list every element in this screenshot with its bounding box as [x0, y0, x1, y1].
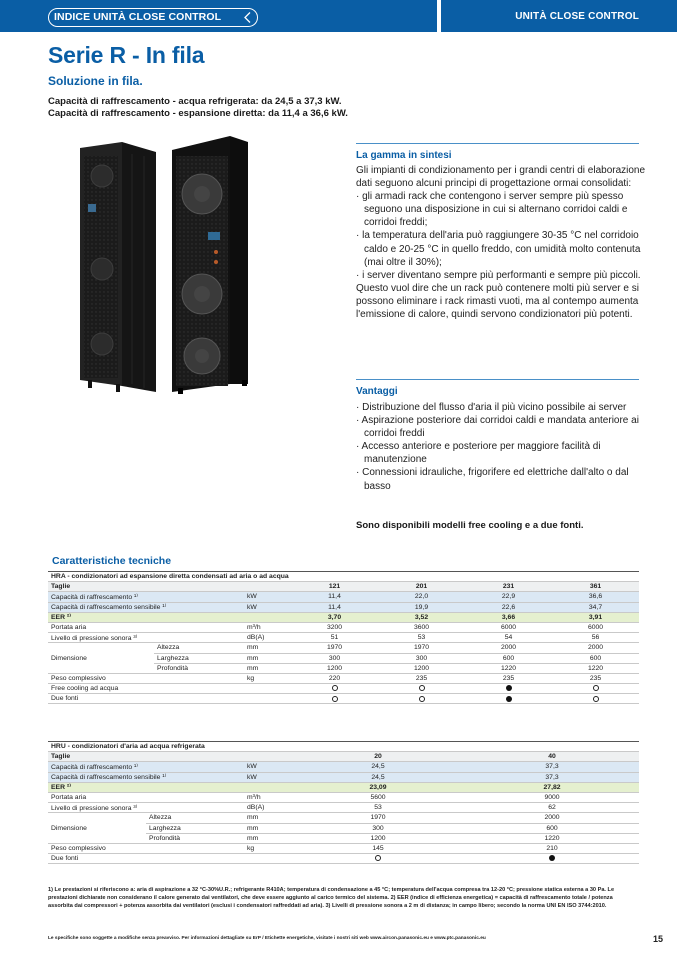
row-unit: m³/h [247, 794, 261, 802]
cell-value: 300 [372, 824, 384, 832]
cell-value: 34,7 [552, 602, 639, 612]
cell-value: 3600 [413, 624, 430, 632]
cell-value: 6000 [587, 624, 604, 632]
model-header: 40 [465, 752, 639, 762]
cell-value: 1970 [326, 644, 343, 652]
product-image [78, 134, 328, 396]
vantaggi-bullet: · Accesso anteriore e posteriore per maggiore facilità di manutenzione [356, 441, 601, 466]
cell-value: 220 [328, 674, 341, 682]
row-label: Capacità di raffrescamento sensibile ¹⁾ [48, 772, 244, 782]
cell-value: 1970 [413, 644, 430, 652]
cell-value: 3,66 [465, 612, 552, 622]
hru-title: HRU - condizionatori d'aria ad acqua refrigerata [48, 742, 639, 752]
cell-value: 2000 [544, 814, 560, 822]
cell-value: 1220 [544, 834, 560, 842]
option-available-icon [332, 685, 338, 691]
index-link[interactable] [48, 8, 258, 27]
gamma-bullet: · gli armadi rack che contengono i server sempre più spesso seguono una disposizione in cui si alternano corridoi caldi e corridoi freddi; [356, 191, 628, 229]
cell-value: 53 [374, 804, 382, 812]
row-label: Peso complessivo [51, 674, 106, 682]
section-divider [356, 379, 639, 380]
vantaggi-list [356, 401, 646, 493]
model-header: 20 [291, 752, 465, 762]
cell-value: 54 [504, 634, 513, 642]
cell-value: 1200 [326, 664, 343, 672]
row-unit: mm [247, 824, 259, 832]
table-row [48, 633, 639, 643]
option-available-icon [593, 685, 599, 691]
vantaggi-heading: Vantaggi [356, 386, 398, 397]
row-unit: kg [247, 674, 255, 682]
row-label: Portata aria [51, 794, 87, 802]
table-row [48, 803, 639, 813]
cell-value: 300 [328, 654, 341, 662]
taglie-label: Taglie [48, 752, 291, 762]
vantaggi-bullet: · Distribuzione del flusso d'aria il più vicino possibile ai server [356, 402, 627, 413]
row-label: Livello di pressione sonora ³⁾ [51, 804, 138, 812]
table-row [48, 612, 639, 622]
cell-value: 22,6 [465, 602, 552, 612]
index-link-label: INDICE UNITÀ CLOSE CONTROL [54, 11, 222, 23]
gamma-outro: Questo vuol dire che un rack può contenere molti più server e si possono eliminare i rack rimasti vuoti, ma al contempo aumenta l'emissione di calore, quindi servono condizionatori più potenti. [356, 282, 639, 321]
row-label: Larghezza [157, 654, 189, 662]
cell-value: 145 [372, 844, 384, 852]
cell-value: 19,9 [378, 602, 465, 612]
row-unit: mm [247, 644, 259, 652]
option-available-icon [375, 855, 381, 861]
row-label: Capacità di raffrescamento ¹⁾ [48, 762, 244, 772]
cell-value: 5600 [370, 794, 386, 802]
table-row [48, 813, 639, 823]
row-label: Peso complessivo [51, 844, 106, 852]
vantaggi-bullet: · Aspirazione posteriore dai corridoi caldi e mandata anteriore ai corridoi freddi [356, 415, 639, 440]
row-label: Capacità di raffrescamento ¹⁾ [48, 592, 244, 602]
cell-value: 3200 [326, 624, 343, 632]
cell-value: 1200 [413, 664, 430, 672]
row-label: Livello di pressione sonora ³⁾ [51, 634, 138, 642]
availability-note: Sono disponibili modelli free cooling e a due fonti. [356, 520, 584, 531]
row-unit: kW [244, 602, 291, 612]
table-row [48, 673, 639, 683]
cell-value: 600 [502, 654, 515, 662]
row-label: EER ²⁾ [48, 782, 244, 792]
row-label: Altezza [157, 644, 180, 652]
section-label: UNITÀ CLOSE CONTROL [515, 11, 639, 22]
row-unit [244, 612, 291, 622]
cell-value: 235 [502, 674, 515, 682]
chevron-left-icon [243, 12, 252, 23]
option-available-icon [419, 696, 425, 702]
table-row [48, 602, 639, 612]
row-unit: dB(A) [247, 804, 265, 812]
row-unit: m³/h [247, 624, 261, 632]
cell-value: 235 [415, 674, 428, 682]
cell-value: 37,3 [465, 772, 639, 782]
row-label: Due fonti [51, 855, 79, 863]
cell-value: 22,0 [378, 592, 465, 602]
row-label: Altezza [149, 814, 172, 822]
gamma-bullet: · la temperatura dell'aria può raggiungere 30-35 °C nel corridoio caldo e 20-25 °C in quello freddo, con umidità molto contenuta (mai oltre il 30%); [356, 230, 641, 268]
cell-value: 235 [589, 674, 602, 682]
hra-title: HRA - condizionatori ad espansione diretta condensati ad aria o ad acqua [48, 572, 639, 582]
table-row [48, 843, 639, 853]
table-row [48, 792, 639, 802]
cell-value: 600 [589, 654, 602, 662]
cell-value: 24,5 [291, 772, 465, 782]
cell-value: 1220 [500, 664, 517, 672]
option-standard-icon [549, 855, 555, 861]
row-unit [244, 782, 291, 792]
cell-value: 600 [546, 824, 558, 832]
cell-value: 51 [330, 634, 339, 642]
cell-value: 11,4 [291, 592, 378, 602]
table-row [48, 622, 639, 632]
table-row [48, 684, 639, 694]
footnote: 1) Le prestazioni si riferiscono a: aria di aspirazione a 32 °C-30%U.R.; refrigerante R410A; temperatura di condensazione a 45 °C; temperatura dell'acqua compresa tra 12-20 °C; pressione statica esterna a 30 Pa. Le prestazioni dichiarate non considerano il calore generato dai ventilatori, che deve essere aggiunto al carico termico del sistema. 2) EER (indice di efficienza energetica) = capacità di raffrescamento totale / potenza assorbita dai compressori + potenza assorbita dai ventilatori (esclusi i condensatori raffreddati ad aria). 3) Livelli di pressione sonora a 2 m di distanza; in campo libero; secondo la norma UNI EN ISO 3744:2010. [48, 887, 615, 909]
cell-value: 53 [417, 634, 426, 642]
table-row [48, 582, 639, 592]
gamma-intro: Gli impianti di condizionamento per i grandi centri di elaborazione dati seguono alcuni principi di progettazione ormai consolidati: [356, 165, 646, 190]
section-divider [356, 143, 639, 144]
cell-value: 210 [546, 844, 558, 852]
row-label: Capacità di raffrescamento sensibile ¹⁾ [48, 602, 244, 612]
cell-value: 62 [548, 804, 556, 812]
row-label: Free cooling ad acqua [51, 685, 119, 693]
cell-value: 36,6 [552, 592, 639, 602]
row-label: Portata aria [51, 624, 87, 632]
page-title: Serie R - In fila [48, 42, 205, 68]
page-number: 15 [653, 934, 664, 944]
table-row [48, 752, 639, 762]
table-row [48, 694, 639, 704]
tech-heading: Caratteristiche tecniche [52, 555, 172, 567]
option-available-icon [332, 696, 338, 702]
model-header: 201 [378, 582, 465, 592]
row-unit: mm [247, 664, 259, 672]
cell-value: 3,91 [552, 612, 639, 622]
cell-value: 23,09 [291, 782, 465, 792]
gamma-text [356, 164, 646, 321]
hru-table [48, 741, 639, 864]
dimension-label: Dimensione [51, 824, 87, 832]
vantaggi-bullet: · Connessioni idrauliche, frigorifere ed elettriche dall'alto o dal basso [356, 467, 629, 492]
cell-value: 2000 [587, 644, 604, 652]
option-available-icon [419, 685, 425, 691]
cell-value: 1220 [587, 664, 604, 672]
hra-table [48, 571, 639, 704]
dimension-label: Dimensione [51, 654, 87, 662]
cell-value: 56 [591, 634, 600, 642]
model-header: 361 [552, 582, 639, 592]
row-unit: mm [247, 814, 259, 822]
cell-value: 2000 [500, 644, 517, 652]
cell-value: 24,5 [291, 762, 465, 772]
gamma-bullet: · i server diventano sempre più performanti e sempre più piccoli. [356, 269, 641, 281]
cell-value: 22,9 [465, 592, 552, 602]
table-row [48, 772, 639, 782]
cell-value: 11,4 [291, 602, 378, 612]
cell-value: 300 [415, 654, 428, 662]
cell-value: 9000 [544, 794, 560, 802]
cell-value: 1200 [370, 834, 386, 842]
option-standard-icon [506, 696, 512, 702]
taglie-label: Taglie [48, 582, 291, 592]
cell-value: 3,70 [291, 612, 378, 622]
option-standard-icon [506, 685, 512, 691]
capacity-line-direct-expansion: Capacità di raffrescamento - espansione diretta: da 11,4 a 36,6 kW. [48, 108, 348, 119]
row-label: Due fonti [51, 695, 79, 703]
cell-value: 3,52 [378, 612, 465, 622]
row-unit: kg [247, 844, 255, 852]
table-row [48, 592, 639, 602]
footer-disclaimer: Le specifiche sono soggette a modifiche senza preavviso. Per informazioni dettagliate su ErP / Etichette energetiche, visitate i nostri siti web www.aircon.panasonic.eu e www.ptc.panasonic.eu [48, 936, 486, 941]
table-row [48, 782, 639, 792]
row-label: Profondità [149, 834, 180, 842]
cell-value: 1970 [370, 814, 386, 822]
row-unit: mm [247, 834, 259, 842]
row-label: Profondità [157, 664, 188, 672]
row-unit: kW [244, 772, 291, 782]
table-row [48, 762, 639, 772]
option-available-icon [593, 696, 599, 702]
row-label: Larghezza [149, 824, 181, 832]
row-unit: kW [244, 762, 291, 772]
cell-value: 6000 [500, 624, 517, 632]
table-row [48, 854, 639, 864]
cell-value: 27,82 [465, 782, 639, 792]
row-unit: mm [247, 654, 259, 662]
row-unit: dB(A) [247, 634, 265, 642]
row-label: EER ²⁾ [48, 612, 244, 622]
gamma-heading: La gamma in sintesi [356, 150, 452, 161]
cell-value: 37,3 [465, 762, 639, 772]
row-unit: kW [244, 592, 291, 602]
model-header: 121 [291, 582, 378, 592]
capacity-line-chilled-water: Capacità di raffrescamento - acqua refrigerata: da 24,5 a 37,3 kW. [48, 96, 342, 107]
model-header: 231 [465, 582, 552, 592]
page-subtitle: Soluzione in fila. [48, 74, 143, 88]
table-row [48, 643, 639, 653]
